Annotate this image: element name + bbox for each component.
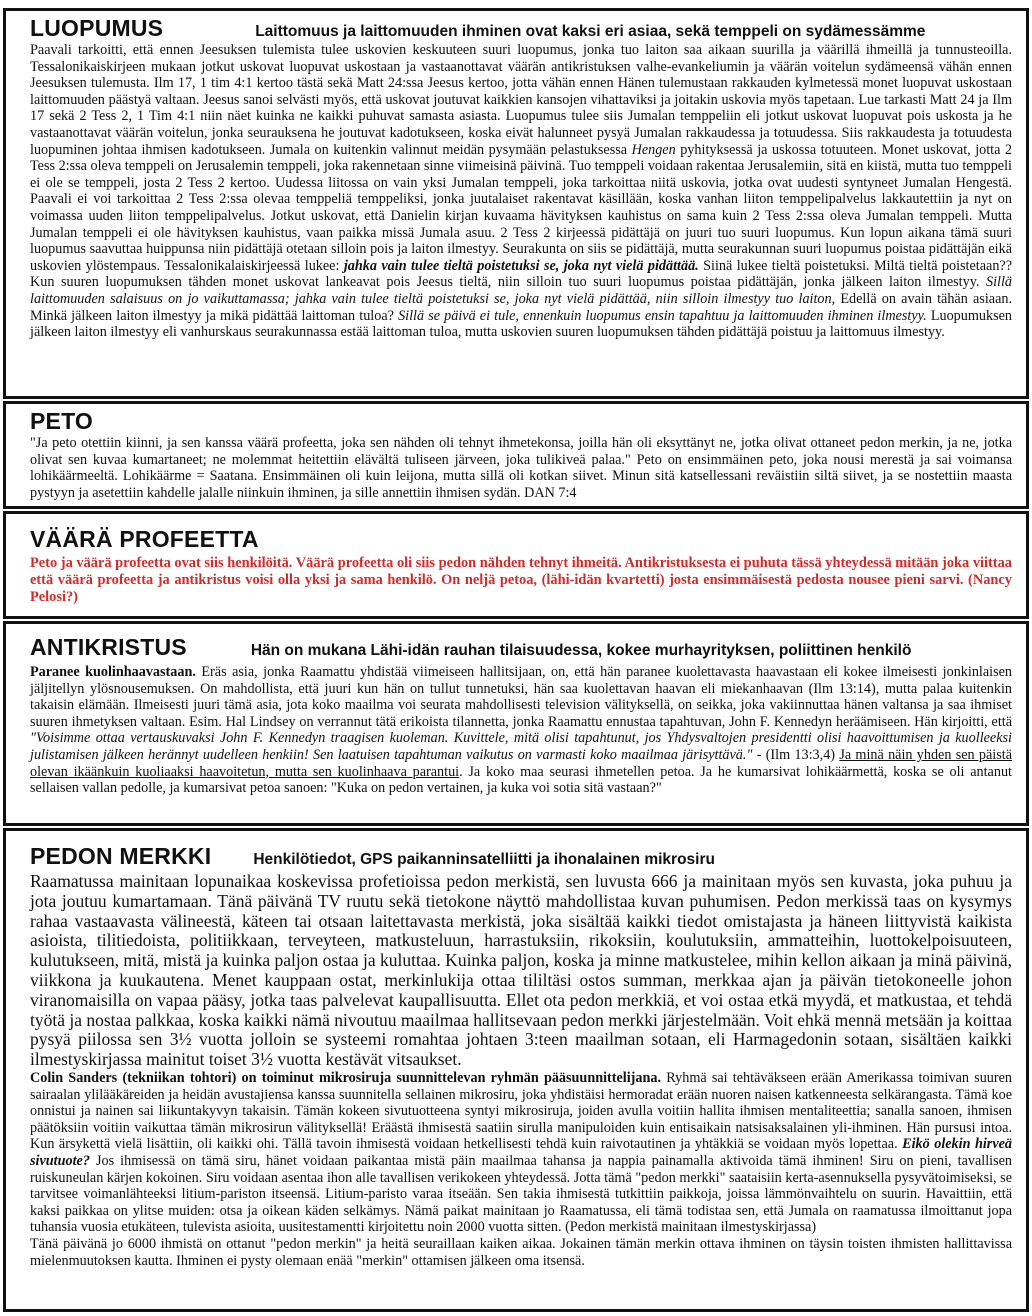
section-peto <box>3 401 1029 509</box>
section-header <box>30 528 1012 551</box>
italic-quote: "Voisimme ottaa vertauskuvaksi John F. Kennedyn traagisen kuoleman. Kuvittele, mitä olisi tapahtunut, jos Yhdysvaltojen presidentti olisi haavoittumisen ja kuolleeksi julistamisen jälkeen herännyt uudelleen henkiin! Sen laatuisen tapahtuman vaikutus on varmasti koko maailmaa järisyttävä." <box>30 730 1012 763</box>
paragraph: "Ja peto otettiin kiinni, ja sen kanssa väärä profeetta, joka sen nähden oli tehnyt ihmetekonsa, joilla hän oli eksyttänyt ne, jotka olivat ottaneet pedon merkin, ja ne, jotka olivat sen kuvaa kumartaneet; ne molemmat heitettiin elävältä tuliseen järveen, joka tulikiveä palaa." Peto on ensimmäinen peto, joka nousi merestä ja sai voimansa lohikäärmeeltä. Lohikäärme = Saatana. Ensimmäinen oli kuin leijona, mutta sillä oli kotkan siivet. Minun sitä katsellessani reväistiin siltä siivet, ja se nostettiin maasta pystyyn ja asetettiin kahdelle jalalle niinkuin ihminen, ja sille annettiin ihmisen sydän. DAN 7:4 <box>30 435 1012 501</box>
section-luopumus <box>3 8 1029 399</box>
paragraph: Peto ja väärä profeetta ovat siis henkilöitä. Väärä profeetta oli siis pedon nähden tehnyt ihmeitä. Antikristuksesta ei puhuta tässä yhteydessä mitään joka viittaa että väärä profeetta ja antikristus voisi olla yksi ja sama henkilö. On neljä petoa, (lähi-idän kvartetti) josta ensimmäisestä pedosta nousee pieni sarvi. (Nancy Pelosi?) <box>30 555 1012 605</box>
paragraph <box>30 42 1012 341</box>
section-subtitle: Henkilötiedot, GPS paikanninsatelliitti ja ihonalainen mikrosiru <box>253 851 715 868</box>
text-run: Jos ihmisessä on tämä siru, hänet voidaan paikantaa mistä päin maailmaa tahansa ja nappia painamalla aktivoida tämä ihminen! Siru on pieni, tavallisen ruiskuneulan kärjen kokoinen. Siru voidaan asentaa ihon alle tavallisen verikokeen yhteydessä. Jotta tämä "pedon merkki" saataisiin kerta-asennuksella pysyvätoimiseksi, se tarvitsee voimanlähteeksi litium-pariston itseensä. Litium-paristo varaa itseään. Sen takia ihmisestä tutkittiin paikkoja, joissa lämmönvaihtelu on suurin. Havaittiin, että kaksi paikkaa on ylitse muiden: otsa ja oikean käden selkämys. Nämä paikat mainitaan jo Raamatussa, eli tämä todistaa sen, että Jumala on raamatussa ilmoittanut jopa tuhansia vuosia etukäteen, tulevista asioita, uusitestamentti kirjoitettu noin 2000 vuotta sitten. (Pedon merkistä mainitaan ilmestyskirjassa) <box>30 1152 1012 1236</box>
section-vaara-profeetta <box>3 511 1029 619</box>
text-run: . Ja koko maa seurasi ihmetellen petoa. Ja he kumarsivat lohikäärmettä, koska se oli antanut sellaisen vallan pedolle, ja kumarsivat petoa sanoen: "Kuka on pedon vertainen, ja kuka voi sotia sitä vastaan?" <box>30 763 1012 797</box>
section-body <box>30 872 1012 1269</box>
section-title: PEDON MERKKI <box>30 843 212 869</box>
text-run: Luopumuksen jälkeen laiton ilmestyy eli vanhurskaus seurakunnassa estää laittoman tuloa, mutta uskovien suuren luopumuksen tähden pidättäjä poistuu ja laittomuus ilmestyy. <box>30 307 1012 341</box>
paragraph: Tänä päivänä jo 6000 ihmistä on ottanut "pedon merkin" ja heitä seuraillaan kaiken aikaa. Jokainen tämän merkin ottava ihminen on täysin toisten ihmisten hallittavissa mielenmuutoksen kautta. Ihminen ei pysty olemaan enää "merkin" ottamisen jälkeen oma itsensä. <box>30 1235 1012 1269</box>
section-subtitle: Hän on mukana Lähi-idän rauhan tilaisuudessa, kokee murhayrityksen, poliittinen henkilö <box>250 642 912 659</box>
bold-quote: Eikö olekin hirveä sivutuote? <box>30 1136 1013 1169</box>
section-subtitle: Laittomuus ja laittomuuden ihminen ovat kaksi eri asiaa, sekä temppeli on sydämessämme <box>255 23 926 40</box>
text-run: Paavali tarkoitti, että ennen Jeesuksen tulemista tulee uskovien keskuuteen suuri luopumus, jonka tuo laiton saa aikaan suurilla ja väärillä ihmeillä ja tunnusteoilla. Tessalonikaiskirjeen mukaan jotkut uskovat luopuvat uskostaan ja vastaanottavat väärän antikristuksen valhe-evankeliumin ja väärän voitelun sydämeensä vähän ennen Jeesuksen tulemusta. Ilm 17, 1 tim 4:1 kertoo tästä sekä Matt 24:ssa Jeesus kertoo, jotta vähän ennen Hänen tulemustaan rakkauden kylmetessä monet luopuvat uskostaan laittomuuden päästyä valtaan. Jeesus sanoi selvästi myös, että uskovat joutuvat kaikkien kansojen vihattaviksi ja joitakin uskovia myös tapetaan. Lue tarkasti Matt 24 ja Ilm 17 sekä 2 Tess 2, 1 Tim 4:1 niin näet kuinka ne kaikki puhuvat samasta asiasta. Luopumus tulee siis Jumalan temppeliin eli jotkut uskovat luopuvat pois uskosta ja he vastaanottavat väärän voitelun, jonka seurauksena he joutuvat kadotukseen, koska eivät halunneet pysyä Jumalan rakkaudessa ja totuudessa. Siis rakkaudesta ja totuudesta luopuminen johtaa ihmisen kadotukseen. Jumala on kuitenkin valinnut meidän pysymään pelastuksessa <box>30 42 1012 158</box>
section-title: PETO <box>30 408 94 434</box>
section-title: VÄÄRÄ PROFEETTA <box>30 526 259 552</box>
section-pedon-merkki <box>3 828 1029 1312</box>
section-body <box>30 42 1012 341</box>
section-antikristus <box>3 621 1029 826</box>
lead-text: Colin Sanders (tekniikan tohtori) on toiminut mikrosiruja suunnittelevan ryhmän pääsuunnittelijana. <box>30 1069 662 1086</box>
text-run: - (Ilm 13:3,4) <box>756 746 836 763</box>
section-header <box>30 636 1012 659</box>
section-title: LUOPUMUS <box>30 15 164 41</box>
paragraph <box>30 664 1012 797</box>
section-body <box>30 555 1012 606</box>
section-body <box>30 435 1012 501</box>
lead-text: Paranee kuolinhaavastaan. <box>30 664 196 680</box>
underlined-quote: Ja minä näin yhden sen päistä olevan ikäänkuin kuoliaaksi haavoitetun, mutta sen kuolinhaava parantui <box>30 746 1013 780</box>
italic-quote: Sillä se päivä ei tule, ennenkuin luopumus ensin tapahtuu ja laittomuuden ihminen ilmestyy. <box>398 307 927 324</box>
italic-quote: Sillä laittomuuden salaisuus on jo vaikuttamassa; jahka vain tulee tieltä poistetuksi se, joka nyt vielä pidättää, niin silloin ilmestyy tuo laiton, <box>30 274 1012 307</box>
paragraph <box>30 1070 1012 1236</box>
section-header <box>30 410 1012 433</box>
text-run: Ryhmä sai tehtäväkseen erään Amerikassa toimivan suuren sairaalan ylilääkäreiden ja heidän avustajiensa kanssa suunnitella sellainen mikrosiru, joka yhdistäisi hermoradat erään nuoren naisen katkenneesta selkärangasta. Tämä koe onnistui ja nainen sai liikuntakyvyn takaisin. Tämän kokeen sivutuotteena syntyi mikrosiruja, joiden avulla voitiin hallita ihmisen mentaliteettia; sanalla sanoen, ihmisen päätöksiin voitiin vaikuttaa tämän mikrosirun välityksellä! Eräästä ihmisestä saatiin sirulla manipuloiden kuin entisaikain natsisaksalainen yli-ihminen. Hän pursusi intoa. Kun ärsykettä vielä lisättiin, oli kaikki ohi. Tällä tavoin ihmisestä voidaan hetkellisesti tehdä kuin raivotautinen ja yhtäkkiä se voidaan myös lopettaa. <box>30 1069 1012 1153</box>
bold-quote: jahka vain tulee tieltä poistetuksi se, joka nyt vielä pidättää. <box>343 257 699 274</box>
text-run: Edellä on avain tähän asiaan. Minkä jälkeen laiton ilmestyy ja mikä pidättää laittoman tuloa? <box>30 290 1013 324</box>
text-run: Eräs asia, jonka Raamattu yhdistää viimeiseen hallitsijaan, on, että hän paranee kuolettavasta haavastaan eli kokee ilmeisesti jonkinlaisen jäljitellyn ylösnousemuksen. On mahdollista, että juuri kun hän on tullut tunnetuksi, hän saa kuolettavan haavan eli miekanhaavan (Ilm 13:14), mutta palaa kuitenkin takaisin elämään. Ilmeisesti juuri tämä asia, jota koko maailma voi seurata mahdollisesti television välityksellä, on seikka, joka vakiinnuttaa hänen valtansa ja saa ihmiset suuren ihmetyksen valtaan. Esim. Hal Lindsey on verrannut tätä erikoista tilannetta, jonka Raamattu ennustaa tapahtuvan, John F. Kennedyn heräämiseen. Hän kirjoitti, että <box>30 664 1013 730</box>
section-body <box>30 664 1012 797</box>
paragraph: Raamatussa mainitaan lopunaikaa koskevissa profetioissa pedon merkistä, sen luvusta 666 ja mainitaan myös sen kuvasta, joka puhuu ja jota joutuu kumartamaan. Tänä päivänä TV ruutu sekä tietokone näyttö mahdollistaa kuvan puhumisen. Pedon merkissä taas on kysymys rahaa vastaavasta välineestä, käteen tai otsaan laitettavasta merkistä, joka sisältää kaikki tiedot omistajasta ja häneen liittyvistä kaikista asioista, tilitiedoista, politiikkaan, terveyteen, matkusteluun, harrastuksiin, rikoksiin, koulutuksiin, ammatteihin, luottokelpoisuuteen, kulutukseen, mitä, mistä ja kuinka paljon ostaa ja kuluttaa. Kuinka paljon, koska ja minne matkustelee, mihin kellon aikaan ja minä päivinä, viikkona ja kuukautena. Menet kauppaan ostat, merkinlukija ottaa tililtäsi ostos summan, merkkaa ajan ja päivän tietokoneelle johon viranomaisilla on vapaa pääsy, jotka taas palvelevat kaupallisuutta. Ellet ota pedon merkkiä, et voi ostaa etkä myydä, et matkustaa, et tehdä työtä ja nostaa palkkaa, koska kaikki nämä nivoutuu maailmaa hallitsevaan pedon merkki järjestelmään. Voit ehkä mennä metsään ja koittaa pysyä piilossa sen 3½ vuotta jolloin se systeemi romahtaa johtaen 3:teen maailman sotaan, eli Harmagedonin sotaan, sisältäen kaikki ilmestyskirjassa mainitut toiset 3½ vuotta kestävät vitsaukset. <box>30 871 1012 1070</box>
section-header <box>30 845 1012 868</box>
text-run: pyhityksessä ja uskossa totuuteen. Monet uskovat, jotta 2 Tess 2:ssa oleva temppeli on Jerusalemin temppeli, joka rakennetaan sinne viimeisinä päivinä. Tuo temppeli voidaan rakentaa Jerusalemiin, sitä en kiistä, mutta tuo temppeli ei ole se temppeli, josta 2 Tess 2 kertoo. Uudessa liitossa on vain yksi Jumalan temppeli, joka tarkoittaa niitä uskovia, jotka ovat uudesti syntyneet Jumalan Hengestä. Paavali ei voi tarkoittaa 2 Tess 2:ssa olevaa temppeliä temppeliksi, jonka juutalaiset rakentavat käsillään, koska vanhan liiton temppelipalvelus lakkautettiin ja nyt on voimassa uuden liiton temppelipalvelus. Jotkut uskovat, että Danielin kirjan kuvaama hävityksen kauhistus on sama kuin 2 Tess 2:ssa oleva Jumalan temppeli. Mutta Jumalan temppeli ei ole hävityksen kauhistus, vaan paikka missä Jumala asuu. 2 Tess 2 kirjeessä pidättäjä on juuri tuo suuri luopumus. Kun lopun aikana tämä suuri luopumus saavuttaa huippunsa niin pidättäjä otetaan silloin pois ja laiton ilmestyy. Seurakunta on siis se pidättäjä, mutta seurakunnan suuri luopumus poistaa pidättäjän eikä uskovien ylöstempaus. Tessalonikalaiskirjeessä lukee: <box>30 141 1013 274</box>
text-run: Siinä lukee tieltä poistetuksi. Miltä tieltä poistetaan?? Kun suuren luopumuksen tähden monet uskovat lankeavat pois Jeesus tieltä, niin silloin tuo suuri luopumus poistaa pidättäjän, jonka jälkeen laiton ilmestyy. <box>30 257 1013 291</box>
emphasis-text: Hengen <box>631 141 676 158</box>
section-title: ANTIKRISTUS <box>30 634 187 660</box>
section-header <box>30 17 1012 40</box>
